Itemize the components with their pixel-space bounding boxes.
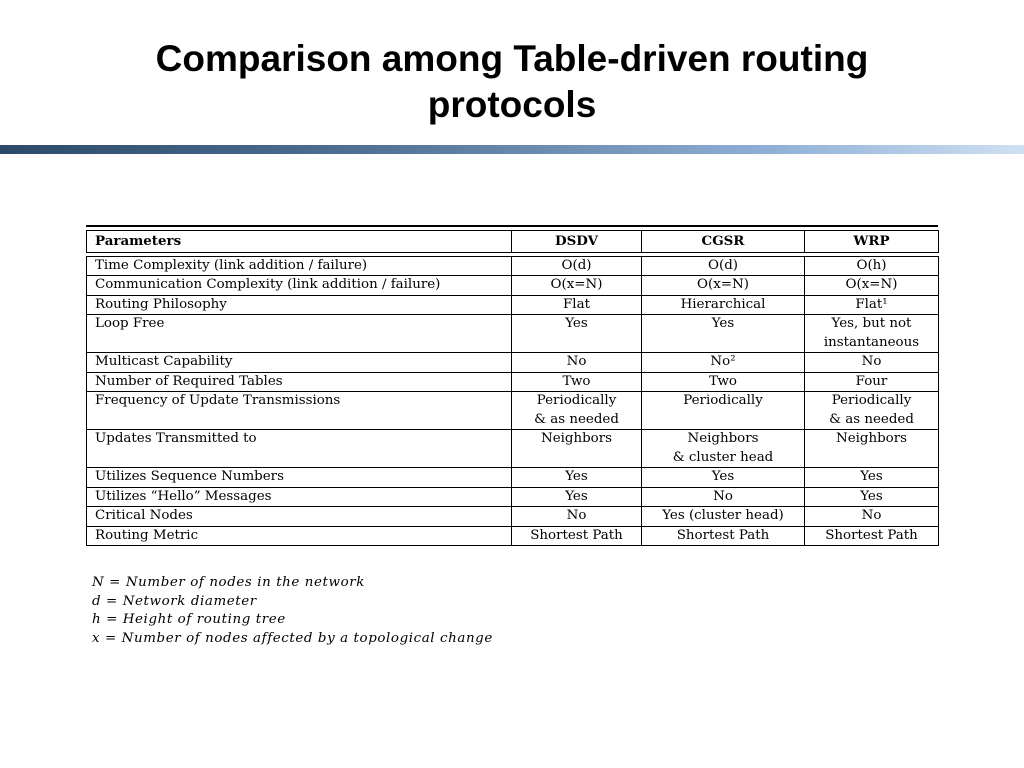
- table-row: [87, 276, 939, 296]
- cell-parameter: Routing Philosophy: [87, 295, 512, 315]
- cell-parameter: Routing Metric: [87, 526, 512, 546]
- cell-dsdv: [512, 276, 642, 296]
- cell-dsdv: [512, 295, 642, 315]
- table-row: [87, 315, 939, 353]
- cell-wrp: [805, 256, 939, 276]
- cell-wrp: [805, 468, 939, 488]
- cell-dsdv-line: No: [566, 354, 587, 369]
- cell-cgsr-line: O(d): [708, 257, 738, 273]
- cell-dsdv-line: Yes: [565, 469, 588, 484]
- cell-cgsr-line: Hierarchical: [680, 296, 766, 312]
- cell-cgsr: [642, 256, 805, 276]
- cell-cgsr-line: & cluster head: [672, 449, 774, 465]
- cell-parameter: Critical Nodes: [87, 507, 512, 527]
- cell-cgsr-line: Yes (cluster head): [662, 508, 784, 523]
- cell-parameter: Multicast Capability: [87, 353, 512, 373]
- cell-parameter: Utilizes Sequence Numbers: [87, 468, 512, 488]
- cell-wrp-line: Four: [855, 373, 888, 389]
- cell-dsdv: [512, 315, 642, 353]
- table-row: [87, 430, 939, 468]
- table-row: [87, 353, 939, 373]
- cell-cgsr: [642, 295, 805, 315]
- cell-wrp-line: Yes: [860, 488, 883, 504]
- cell-dsdv-line: Shortest Path: [530, 527, 623, 543]
- cell-parameter: Utilizes “Hello” Messages: [87, 487, 512, 507]
- cell-parameter: Time Complexity (link addition / failure): [87, 256, 512, 276]
- table-row: [87, 487, 939, 507]
- header-wrp: WRP: [805, 231, 939, 253]
- cell-wrp-line: No: [861, 508, 882, 523]
- cell-wrp: [805, 353, 939, 373]
- cell-dsdv-line: O(x=N): [550, 277, 603, 292]
- cell-dsdv-line: & as needed: [534, 411, 619, 427]
- cell-wrp: [805, 392, 939, 430]
- slide-title: [0, 36, 1024, 128]
- cell-dsdv: [512, 507, 642, 527]
- header-parameters: Parameters: [87, 231, 512, 253]
- cell-cgsr-line: Yes: [711, 469, 735, 484]
- cell-cgsr-line: Periodically: [683, 393, 763, 408]
- header-cgsr: CGSR: [642, 231, 805, 253]
- slide-title-line1: Comparison among Table-driven routing: [155, 38, 869, 79]
- cell-dsdv-line: O(d): [561, 257, 592, 273]
- cell-wrp-line: O(h): [856, 257, 887, 273]
- cell-wrp-line: No: [861, 354, 882, 369]
- legend-item: d = Network diameter: [92, 593, 257, 609]
- cell-parameter: Communication Complexity (link addition / failure): [87, 276, 512, 296]
- cell-wrp: [805, 372, 939, 392]
- cell-wrp-line: instantaneous: [823, 334, 920, 350]
- cell-parameter: Frequency of Update Transmissions: [87, 392, 512, 430]
- cell-dsdv-line: Flat: [563, 296, 590, 312]
- cell-cgsr: [642, 353, 805, 373]
- table-row: [87, 295, 939, 315]
- legend-item: h = Height of routing tree: [92, 612, 286, 627]
- table-top-rule: [86, 225, 938, 227]
- cell-wrp-line: Shortest Path: [825, 527, 918, 543]
- cell-cgsr: [642, 315, 805, 353]
- cell-cgsr: [642, 526, 805, 546]
- legend: [92, 574, 493, 648]
- cell-wrp: [805, 276, 939, 296]
- cell-cgsr: [642, 487, 805, 507]
- cell-cgsr-line: Neighbors: [687, 431, 759, 446]
- cell-wrp-line: Neighbors: [835, 431, 908, 446]
- cell-cgsr: [642, 276, 805, 296]
- legend-item: N = Number of nodes in the network: [92, 575, 365, 590]
- title-accent-bar: [0, 145, 1024, 154]
- cell-wrp-line: Periodically: [831, 393, 912, 408]
- cell-dsdv-line: Two: [562, 373, 591, 389]
- cell-wrp-line: & as needed: [829, 411, 914, 427]
- cell-wrp: [805, 487, 939, 507]
- cell-wrp-line: O(x=N): [845, 277, 898, 292]
- table-row: [87, 507, 939, 527]
- table-row: [87, 468, 939, 488]
- cell-cgsr: [642, 372, 805, 392]
- cell-wrp: [805, 507, 939, 527]
- cell-wrp-line: Flat¹: [855, 296, 888, 312]
- table-header-row: [87, 231, 939, 253]
- header-dsdv: DSDV: [512, 231, 642, 253]
- cell-cgsr-line: Two: [709, 373, 737, 389]
- cell-cgsr-line: Yes: [711, 316, 735, 331]
- cell-wrp: [805, 526, 939, 546]
- cell-dsdv-line: Periodically: [536, 393, 617, 408]
- cell-dsdv: [512, 353, 642, 373]
- cell-wrp: [805, 430, 939, 468]
- cell-wrp: [805, 295, 939, 315]
- cell-cgsr-line: O(x=N): [697, 277, 749, 292]
- cell-dsdv: [512, 526, 642, 546]
- cell-dsdv: [512, 487, 642, 507]
- cell-cgsr: [642, 507, 805, 527]
- table-row: [87, 256, 939, 276]
- cell-cgsr-line: No²: [710, 354, 736, 369]
- cell-dsdv: [512, 372, 642, 392]
- cell-dsdv-line: Neighbors: [540, 431, 613, 446]
- cell-dsdv-line: Yes: [565, 488, 588, 504]
- legend-item: x = Number of nodes affected by a topological change: [92, 630, 493, 646]
- cell-dsdv: [512, 392, 642, 430]
- cell-parameter: Updates Transmitted to: [87, 430, 512, 468]
- table-row: [87, 526, 939, 546]
- cell-wrp-line: Yes: [860, 469, 883, 484]
- cell-cgsr: [642, 392, 805, 430]
- cell-wrp: [805, 315, 939, 353]
- cell-parameter: Number of Required Tables: [87, 372, 512, 392]
- cell-dsdv-line: No: [566, 508, 587, 523]
- cell-cgsr-line: Shortest Path: [676, 527, 770, 543]
- cell-parameter: Loop Free: [87, 315, 512, 353]
- cell-dsdv: [512, 256, 642, 276]
- slide-title-line2: protocols: [427, 84, 597, 125]
- cell-cgsr: [642, 430, 805, 468]
- table-row: [87, 372, 939, 392]
- cell-dsdv: [512, 430, 642, 468]
- cell-dsdv-line: Yes: [565, 316, 588, 331]
- cell-wrp-line: Yes, but not: [831, 316, 912, 331]
- cell-cgsr-line: No: [713, 488, 733, 504]
- cell-cgsr: [642, 468, 805, 488]
- comparison-table: [86, 230, 939, 546]
- table-row: [87, 392, 939, 430]
- cell-dsdv: [512, 468, 642, 488]
